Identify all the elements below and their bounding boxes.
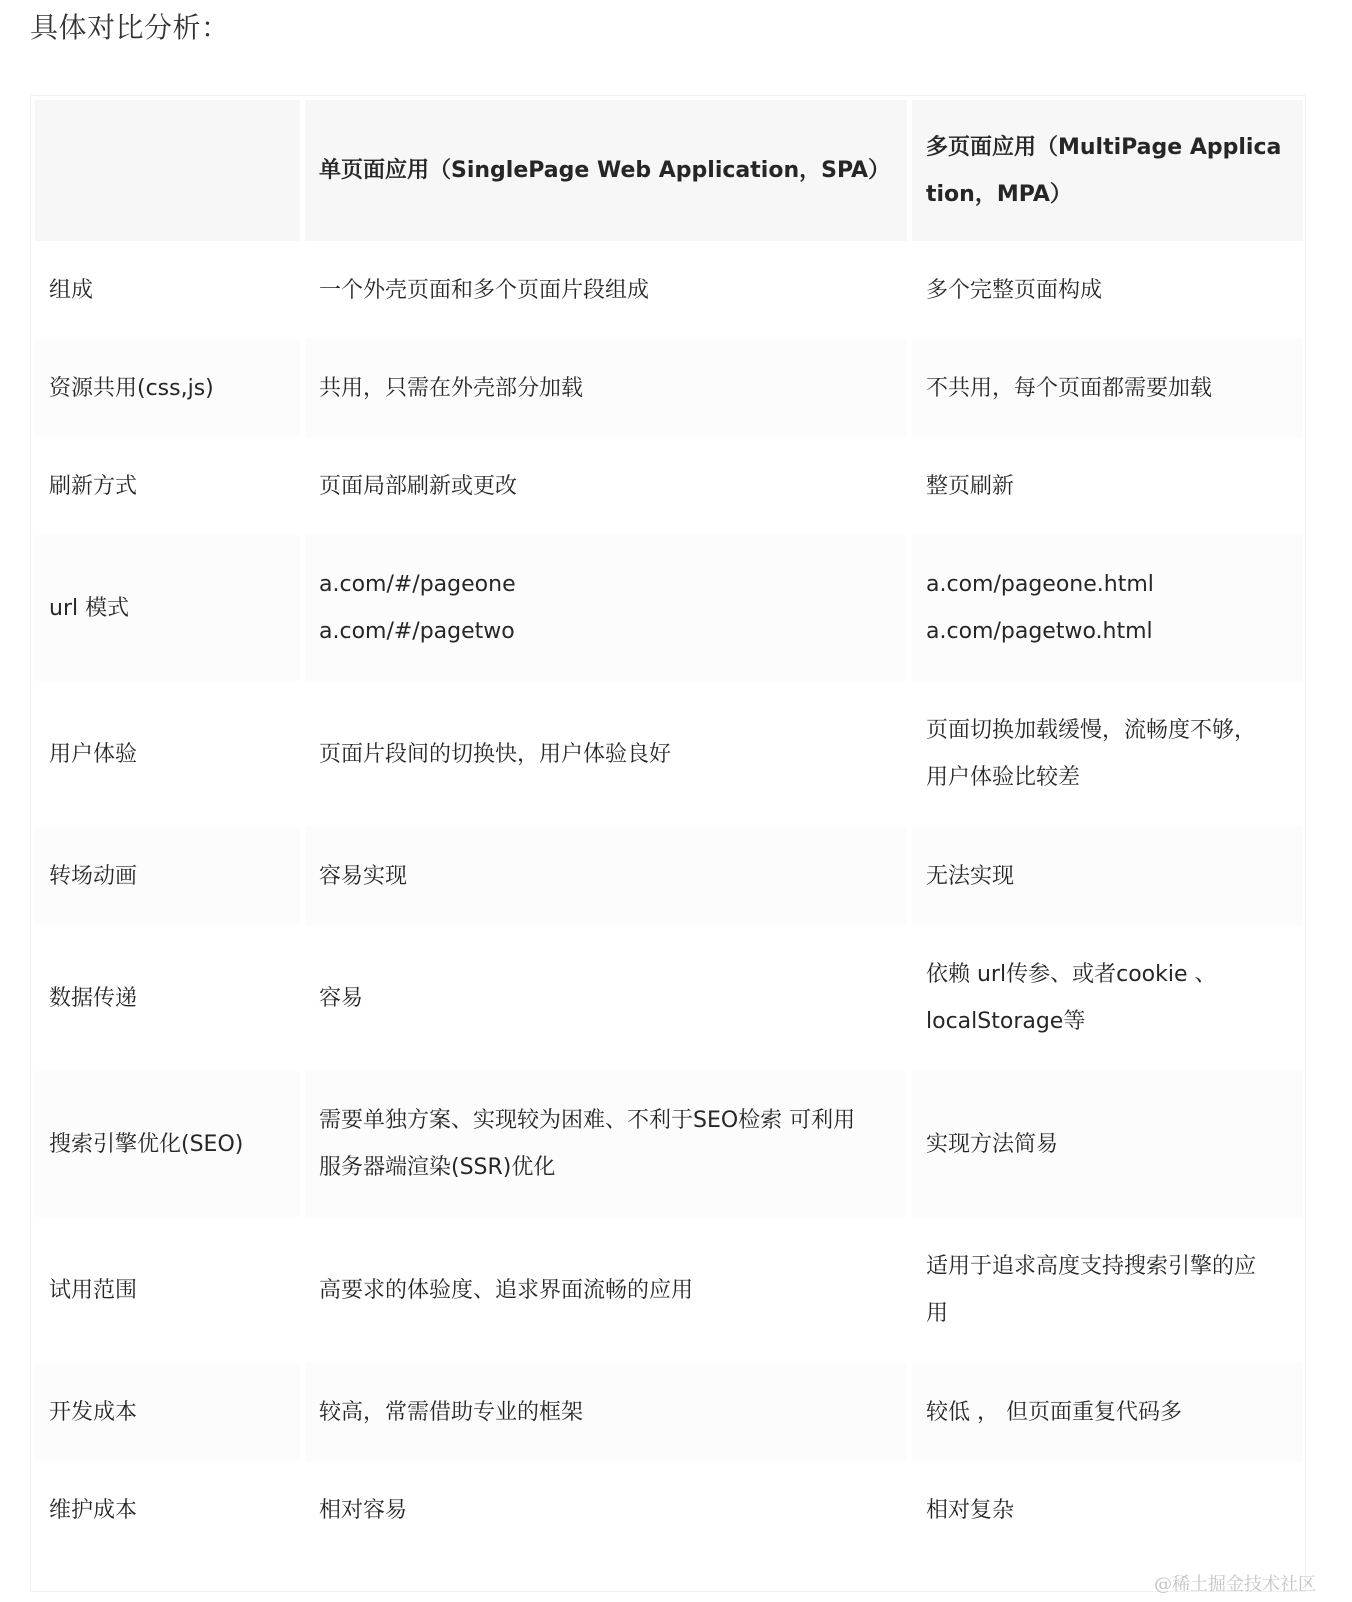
spa-cell <box>305 241 907 339</box>
cell-text: a.com/pageone.html <box>926 572 1154 597</box>
cell-text: 较低 ， 但页面重复代码多 <box>926 1399 1182 1425</box>
cell-text: 高要求的体验度、追求界面流畅的应用 <box>319 1277 694 1303</box>
table-row <box>35 535 1303 681</box>
spa-cell <box>305 1217 907 1363</box>
cell-text: 用 <box>926 1301 949 1326</box>
cell-text: 相对容易 <box>319 1497 408 1523</box>
watermark: @稀土掘金技术社区 <box>1154 1574 1316 1595</box>
table-row <box>35 925 1303 1071</box>
cell-text: a.com/#/pageone <box>319 572 516 597</box>
cell-text: 相对复杂 <box>926 1497 1015 1523</box>
row-label: 数据传递 <box>35 925 300 1071</box>
spa-cell <box>305 925 907 1071</box>
header-cell-mpa: 多页面应用（MultiPage Application，MPA） <box>912 100 1303 241</box>
row-label: 组成 <box>35 241 300 339</box>
spa-cell <box>305 535 907 681</box>
cell-text: 无法实现 <box>926 863 1015 889</box>
cell-text: 不共用，每个页面都需要加载 <box>926 375 1213 401</box>
spa-cell <box>305 1071 907 1217</box>
cell-text: 容易实现 <box>319 863 408 889</box>
row-label: 用户体验 <box>35 681 300 827</box>
mpa-cell <box>912 241 1303 339</box>
table-row <box>35 241 1303 339</box>
cell-text: 依赖 url传参、或者cookie 、 <box>926 962 1217 987</box>
cell-text: 页面局部刷新或更改 <box>319 473 518 499</box>
mpa-cell <box>912 1217 1303 1363</box>
table-row <box>35 681 1303 827</box>
spa-cell <box>305 1461 907 1559</box>
table-row <box>35 1217 1303 1363</box>
table-row <box>35 1071 1303 1217</box>
spa-cell <box>305 339 907 437</box>
cell-text: 整页刷新 <box>926 473 1015 499</box>
spa-cell <box>305 681 907 827</box>
cell-text: 服务器端渲染(SSR)优化 <box>319 1155 556 1180</box>
cell-text: 页面片段间的切换快，用户体验良好 <box>319 741 672 767</box>
header-cell-empty <box>35 100 300 241</box>
row-label: 资源共用(css,js) <box>35 339 300 437</box>
row-label: 转场动画 <box>35 827 300 925</box>
spa-cell <box>305 1363 907 1461</box>
mpa-cell <box>912 1363 1303 1461</box>
spa-cell <box>305 827 907 925</box>
cell-text: 共用，只需在外壳部分加载 <box>319 375 584 401</box>
mpa-cell <box>912 925 1303 1071</box>
row-label: url 模式 <box>35 535 300 681</box>
cell-text: 用户体验比较差 <box>926 765 1081 790</box>
mpa-cell <box>912 1071 1303 1217</box>
table-header-row <box>35 100 1303 241</box>
cell-text: 需要单独方案、实现较为困难、不利于SEO检索 可利用 <box>319 1108 856 1133</box>
cell-text: localStorage等 <box>926 1009 1086 1034</box>
mpa-cell <box>912 681 1303 827</box>
cell-text: 一个外壳页面和多个页面片段组成 <box>319 277 650 303</box>
row-label: 搜索引擎优化(SEO) <box>35 1071 300 1217</box>
mpa-cell <box>912 437 1303 535</box>
cell-text: 页面切换加载缓慢，流畅度不够， <box>926 718 1257 743</box>
cell-text: 实现方法简易 <box>926 1131 1059 1157</box>
table-row <box>35 339 1303 437</box>
table-row <box>35 1461 1303 1559</box>
mpa-cell <box>912 339 1303 437</box>
comparison-table <box>30 100 1308 1559</box>
cell-text: 较高，常需借助专业的框架 <box>319 1399 584 1425</box>
table-row <box>35 1363 1303 1461</box>
row-label: 试用范围 <box>35 1217 300 1363</box>
spa-cell <box>305 437 907 535</box>
mpa-cell <box>912 535 1303 681</box>
section-heading: 具体对比分析： <box>30 11 230 44</box>
cell-text: 多个完整页面构成 <box>926 277 1103 303</box>
row-label: 开发成本 <box>35 1363 300 1461</box>
mpa-cell <box>912 1461 1303 1559</box>
cell-text: 容易 <box>319 985 364 1011</box>
comparison-table-container <box>30 95 1306 1592</box>
table-row <box>35 437 1303 535</box>
cell-text: 适用于追求高度支持搜索引擎的应 <box>926 1254 1257 1279</box>
cell-text: a.com/pagetwo.html <box>926 619 1153 644</box>
header-cell-spa: 单页面应用（SinglePage Web Application，SPA） <box>305 100 907 241</box>
mpa-cell <box>912 827 1303 925</box>
table-row <box>35 827 1303 925</box>
cell-text: a.com/#/pagetwo <box>319 619 515 644</box>
row-label: 维护成本 <box>35 1461 300 1559</box>
row-label: 刷新方式 <box>35 437 300 535</box>
